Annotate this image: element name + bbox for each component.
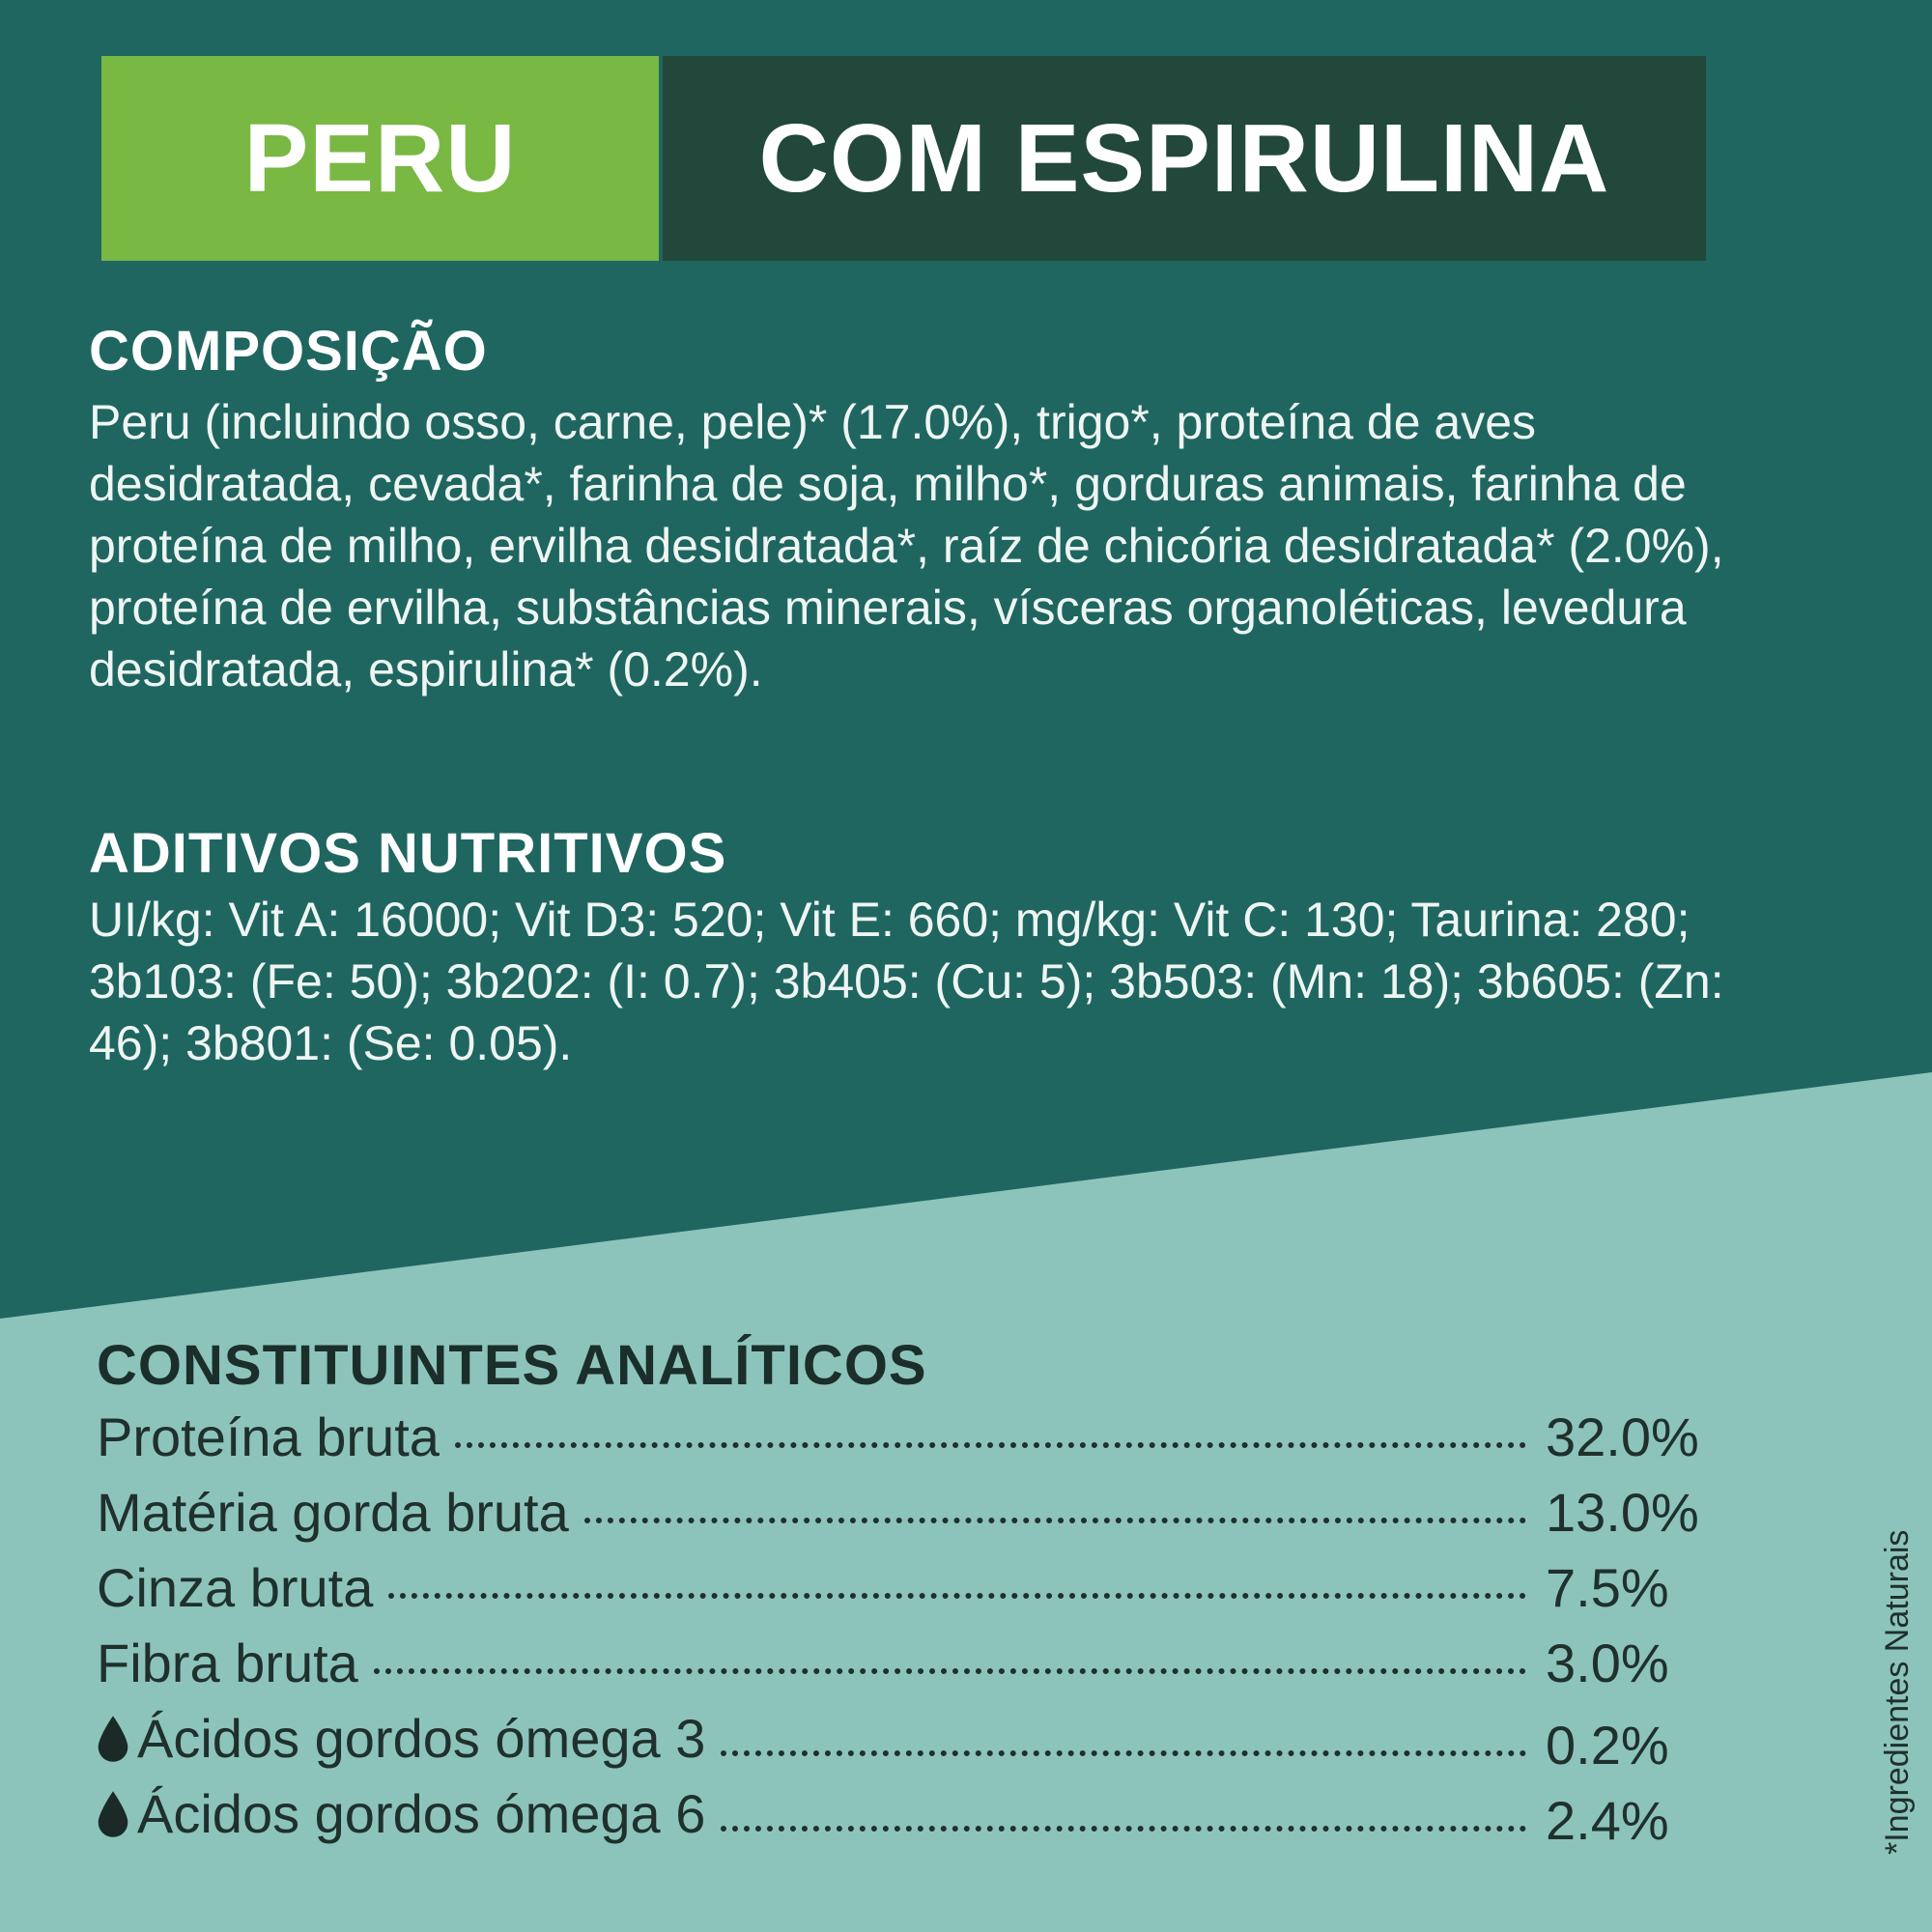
banner-feature-label: COM ESPIRULINA — [758, 103, 1610, 213]
composition-title: COMPOSIÇÃO — [89, 320, 488, 383]
row-value: 0.2% — [1546, 1714, 1669, 1776]
table-row — [97, 1406, 1739, 1481]
row-value: 13.0% — [1546, 1482, 1699, 1543]
row-value: 3.0% — [1546, 1633, 1669, 1693]
row-label — [97, 1632, 358, 1694]
row-label-text: Fibra bruta — [97, 1633, 358, 1693]
row-value: 7.5% — [1546, 1557, 1669, 1618]
table-row — [97, 1481, 1739, 1556]
dot-leader — [584, 1518, 1526, 1523]
composition-text: Peru (incluindo osso, carne, pele)* (17.0%), trigo*, proteína de aves desidratada, cevada*, farinha de soja, milho*, gorduras animais, farinha de proteína de milho, ervilha desidratada*, raíz de chicória desidratada* (2.0%), proteína de ervilha, substâncias minerais, vísceras organoléticas, levedura desidratada, espirulina* (0.2%). — [89, 395, 1724, 696]
row-value: 32.0% — [1546, 1406, 1699, 1467]
drop-icon — [97, 1789, 129, 1839]
row-label-text: Ácidos gordos ómega 6 — [137, 1783, 706, 1844]
row-label-text: Proteína bruta — [97, 1406, 440, 1467]
row-label — [97, 1707, 705, 1770]
additives-title: ADITIVOS NUTRITIVOS — [89, 822, 727, 885]
table-row — [97, 1556, 1739, 1632]
row-label-text: Ácidos gordos ómega 3 — [137, 1708, 706, 1769]
row-label-text: Cinza bruta — [97, 1557, 374, 1618]
table-row — [97, 1632, 1739, 1707]
dot-leader — [721, 1826, 1526, 1832]
banner-feature — [663, 56, 1706, 261]
dot-leader — [721, 1750, 1526, 1756]
table-row — [97, 1707, 1739, 1782]
row-value: 2.4% — [1546, 1789, 1669, 1851]
dot-leader — [455, 1442, 1526, 1448]
dot-leader — [374, 1668, 1526, 1674]
row-label-text: Matéria gorda bruta — [97, 1482, 569, 1543]
natural-ingredients-footnote: *Ingredientes Naturais — [1879, 1529, 1916, 1855]
row-label — [97, 1782, 705, 1845]
dot-leader — [388, 1593, 1526, 1599]
analytical-title: CONSTITUINTES ANALÍTICOS — [97, 1334, 927, 1397]
banner-flavor-label: PERU — [243, 103, 517, 213]
additives-text: UI/kg: Vit A: 16000; Vit D3: 520; Vit E: 660; mg/kg: Vit C: 130; Taurina: 280; 3b103: (Fe: 50); 3b202: (I: 0.7); 3b405: (Cu: 5); 3b503: (Mn: 18); 3b605: (Zn: 46); 3b801: (Se: 0.05). — [89, 893, 1724, 1070]
row-label — [97, 1556, 373, 1619]
table-row — [97, 1782, 1739, 1858]
banner-flavor — [101, 56, 659, 261]
drop-icon — [97, 1714, 129, 1764]
row-label — [97, 1406, 440, 1468]
row-label — [97, 1481, 569, 1544]
